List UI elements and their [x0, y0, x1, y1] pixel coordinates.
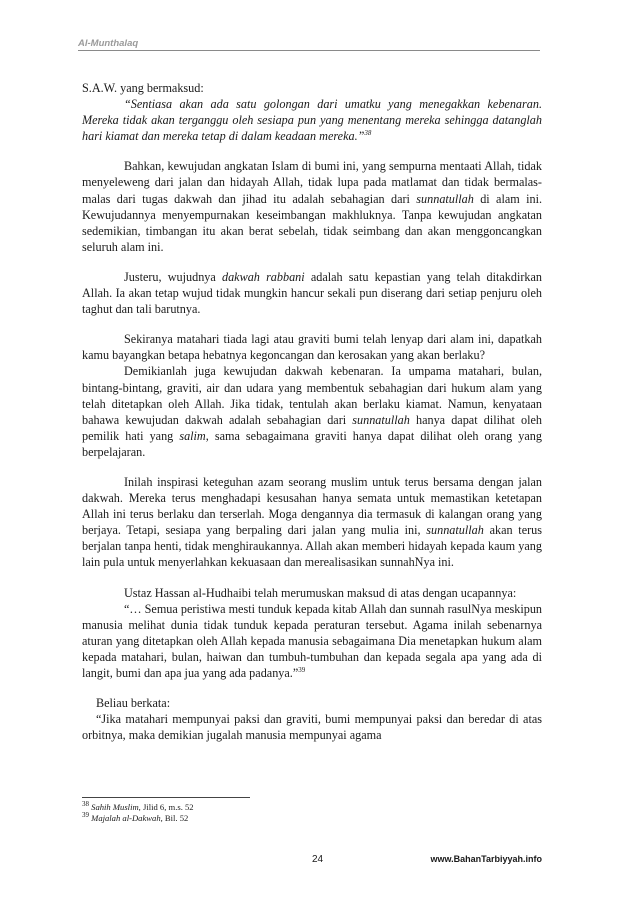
- paragraph-hudhaibi: Ustaz Hassan al-Hudhaibi telah merumuskan maksud di atas dengan ucapannya:: [124, 585, 517, 600]
- paragraph-text: hanya dapat dilihat oleh pemilik hati yang: [82, 412, 542, 443]
- paragraph-opening: S.A.W. yang bermaksud:: [82, 81, 204, 95]
- footnote-detail: , Bil. 52: [160, 813, 189, 823]
- footnote-ref-38: 38: [364, 129, 372, 138]
- hudhaibi-quote-text: “… Semua peristiwa mesti tunduk kepada kitab Allah dan sunnah rasulNya meskipun manusia melihat dunia tidak tunduk kepada peraturan tersebut. Agama inilah sebenarnya aturan yang ditetapkan oleh Allah kepada manusia sebagaimana Dia menetapkan hukum alam kepada matahari, bulan, haiwan dan tumbuh-tumbuhan dan kepada segala apa yang ada di langit, bumi dan apa jua yang ada padanya.”: [82, 601, 543, 680]
- paragraph-matahari: Sekiranya matahari tiada lagi atau graviti bumi telah lenyap dari alam ini, dapatkah kamu bayangkan betapa hebatnya kegoncangan dan kerosakan yang akan berlaku?: [82, 332, 542, 363]
- hadith-quote: [82, 96, 542, 144]
- paragraph-text: Bahkan, kewujudan angkatan Islam di bumi ini, yang sempurna mentaati Allah, tidak menyeleweng dari jalan dan hidayah Allah, tidak lupa pada matlamat dan tidak bermalas-malas dari tugas dakwah dan jihad itu adalah sebahagian dari: [82, 159, 542, 206]
- emphasis-salim: salim: [179, 428, 206, 443]
- paragraph-text: Inilah inspirasi keteguhan azam seorang muslim untuk terus bersama dengan jalan dakwah. Mereka terus menghadapi kesusahan hanya semata untuk memastikan ketetapan Allah ini terus berlaku dan terserlah. Moga dengannya dia termasuk di kalangan orang yang berjaya. Tetapi, sesiapa yang berpaling dari jalan yang mulia ini,: [82, 474, 542, 538]
- footnote-detail: , Jilid 6, m.s. 52: [138, 802, 194, 812]
- footnote-divider: [82, 797, 250, 798]
- paragraph-text: di alam ini. Kewujudannya menyempurnakan keseimbangan makhluknya. Tanpa kewujudan angkatan sedemikian, timbangan itu akan berat sebelah, tidak seimbang dan akan menggoncangkan seluruh alam ini.: [82, 191, 543, 254]
- emphasis-dakwah-rabbani: dakwah rabbani: [221, 269, 305, 284]
- footnote-number: 38: [82, 800, 89, 809]
- paragraph-text: akan terus berjalan tanpa henti, tidak menghiraukannya. Allah akan memberi hidayah kepada kaum yang lain pula untuk menyerlahkan kekuasaan dan merealisasikan sunnahNya ini.: [82, 523, 542, 570]
- footnote-ref-39: 39: [298, 665, 306, 674]
- emphasis-sunnatullah: sunnatullah: [352, 412, 410, 427]
- hadith-quote-text: “Sentiasa akan ada satu golongan dari umatku yang menegakkan kebenaran. Mereka tidak akan terganggu oleh sesiapa pun yang menentang mereka sehingga datanglah hari kiamat dan mereka tetap di dalam keadaan mereka.”: [82, 97, 542, 144]
- paragraph-beliau-berkata: Beliau berkata:: [96, 696, 171, 711]
- running-header: [78, 38, 540, 51]
- paragraph-text: Demikianlah juga kewujudan dakwah kebenaran. Ia umpama matahari, bulan, bintang-bintang, graviti, air dan udara yang membentuk sebahagian dari hukum alam yang telah ditetapkan oleh Allah. Jika tidak, tentulah akan berlaku kiamat. Namun, kenyataan bahawa kewujudan dakwah adalah sebahagian dari: [82, 364, 542, 427]
- emphasis-sunnatullah: sunnatullah: [416, 191, 474, 206]
- paragraph-dakwah-rabbani: [82, 269, 542, 317]
- footnote-number: 39: [82, 811, 89, 820]
- paragraph-jika-matahari: “Jika matahari mempunyai paksi dan graviti, bumi mempunyai paksi dan beredar di atas orbitnya, maka demikian jugalah manusia mempunyai agama: [82, 712, 542, 743]
- page-number: 24: [312, 854, 324, 865]
- footnote-38: [82, 802, 542, 813]
- footnote-39: [82, 813, 542, 824]
- emphasis-sunnatullah: sunnatullah: [426, 523, 484, 538]
- footnote-source: Majalah al-Dakwah: [91, 813, 161, 823]
- running-title: Al-Munthalaq: [78, 38, 139, 49]
- footnote-source: Sahih Muslim: [91, 802, 139, 812]
- paragraph-angkatan-islam: [82, 158, 542, 255]
- paragraph-inspirasi: [82, 474, 542, 571]
- paragraph-text: , sama sebagaimana graviti hanya dapat dilihat oleh orang yang berpelajaran.: [82, 428, 542, 459]
- hudhaibi-quote: [82, 601, 542, 681]
- paragraph-text: adalah satu kepastian yang telah ditakdirkan Allah. Ia akan tetap wujud tidak mungkin hancur sekali pun diserang dari setiap penjuru oleh taghut dan tali barutnya.: [82, 269, 543, 317]
- body-text: [82, 80, 542, 743]
- paragraph-text: Justeru, wujudnya: [124, 269, 222, 284]
- paragraph-dakwah-kebenaran: [82, 363, 542, 460]
- website-url: www.BahanTarbiyyah.info: [430, 854, 542, 864]
- footnotes: [82, 802, 542, 824]
